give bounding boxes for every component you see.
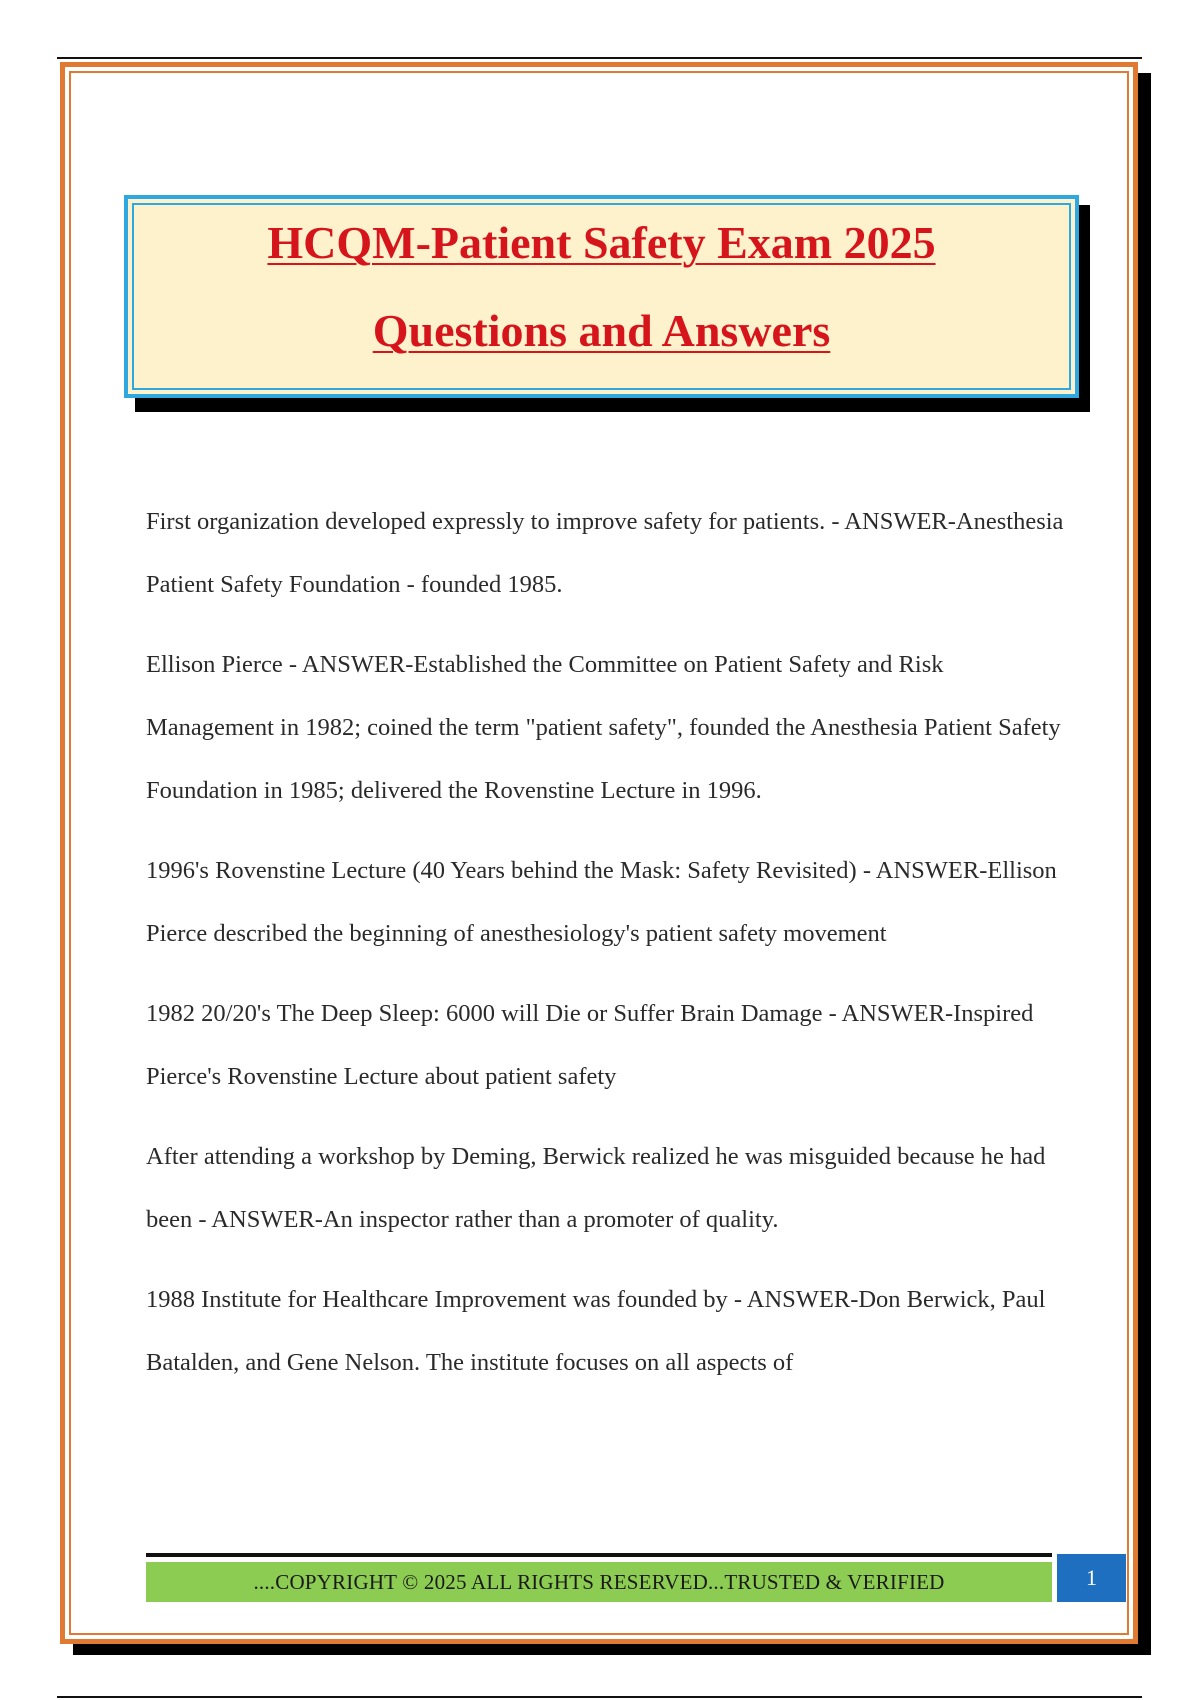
paragraph-1: First organization developed expressly to improve safety for patients. - ANSWER-Anesthesia Patient Safety Foundation - founded 1985. xyxy=(146,508,1064,598)
document-body xyxy=(146,490,1066,1411)
bottom-rule xyxy=(57,1696,1142,1698)
page-number: 1 xyxy=(1057,1554,1126,1602)
title-line-2: Questions and Answers xyxy=(372,305,831,356)
top-rule xyxy=(57,57,1142,59)
paragraph-3: 1996's Rovenstine Lecture (40 Years behind the Mask: Safety Revisited) - ANSWER-Ellison Pierce described the beginning of anesthesiology's patient safety movement xyxy=(146,857,1057,947)
paragraph-5: After attending a workshop by Deming, Berwick realized he was misguided because he had been - ANSWER-An inspector rather than a promoter of quality. xyxy=(146,1143,1046,1233)
title-box xyxy=(124,195,1079,398)
paragraph-6: 1988 Institute for Healthcare Improvement was founded by - ANSWER-Don Berwick, Paul Batalden, and Gene Nelson. The institute focuses on all aspects of xyxy=(146,1286,1046,1376)
footer-rule xyxy=(146,1553,1052,1557)
paragraph-2: Ellison Pierce - ANSWER-Established the Committee on Patient Safety and Risk Management in 1982; coined the term "patient safety", founded the Anesthesia Patient Safety Foundation in 1985; delivered the Rovenstine Lecture in 1996. xyxy=(146,651,1061,804)
title-line-1: HCQM-Patient Safety Exam 2025 xyxy=(267,217,936,268)
paragraph-4: 1982 20/20's The Deep Sleep: 6000 will Die or Suffer Brain Damage - ANSWER-Inspired Pierce's Rovenstine Lecture about patient safety xyxy=(146,1000,1034,1090)
copyright-footer: ....COPYRIGHT © 2025 ALL RIGHTS RESERVED...TRUSTED & VERIFIED xyxy=(146,1562,1052,1602)
